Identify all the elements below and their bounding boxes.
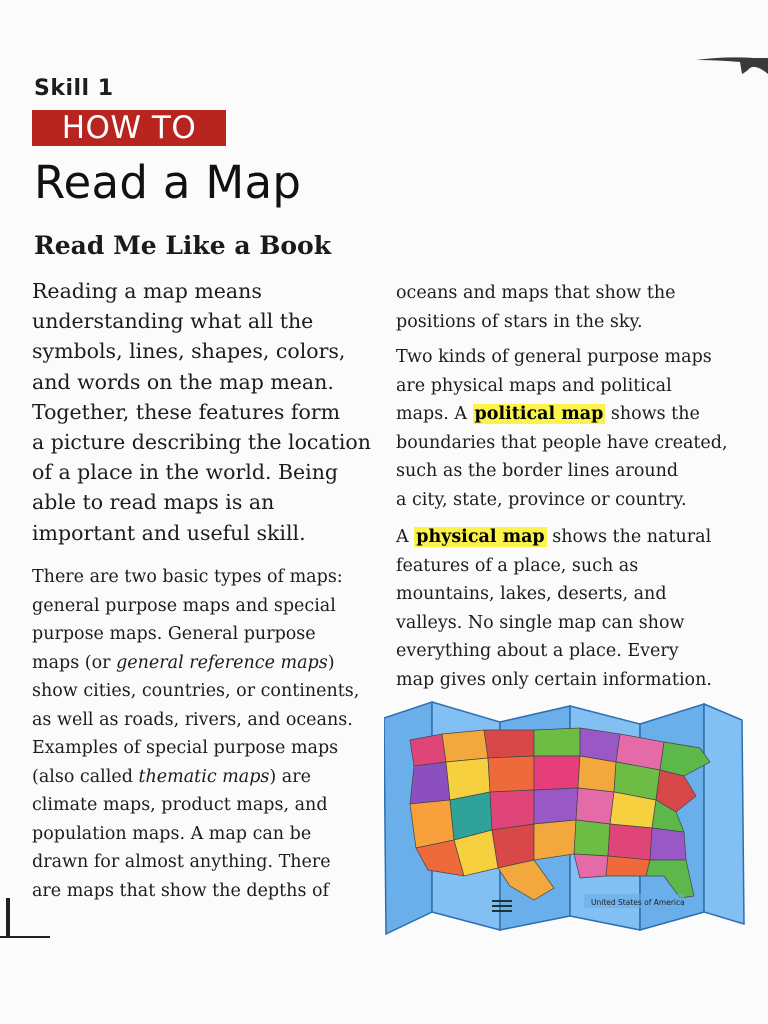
text-run: ) xyxy=(327,652,335,673)
text-line: everything about a place. Every xyxy=(396,641,679,661)
lead-line: Together, these features form xyxy=(32,399,341,424)
lead-line: and words on the map mean. xyxy=(32,369,334,394)
text-run: (also called xyxy=(32,766,139,787)
political-map-paragraph xyxy=(396,343,726,514)
text-run: ) are xyxy=(269,766,311,787)
page-curl-decoration xyxy=(696,54,768,84)
map-caption: United States of America xyxy=(591,898,685,907)
text-run: shows the natural xyxy=(546,527,712,547)
text-line: as well as roads, rivers, and oceans. xyxy=(32,709,353,730)
text-line: drawn for almost anything. There xyxy=(32,852,331,872)
text-run: maps (or xyxy=(32,652,117,673)
text-line: There are two basic types of maps: xyxy=(32,567,343,587)
text-line: oceans and maps that show the xyxy=(396,283,676,303)
text-line: boundaries that people have created, xyxy=(396,432,728,453)
lead-line: important and useful skill. xyxy=(32,520,306,545)
text-line: purpose maps. General purpose xyxy=(32,624,316,644)
text-line: Examples of special purpose maps xyxy=(32,738,339,758)
how-to-banner: HOW TO xyxy=(32,110,226,146)
page-title: Read a Map xyxy=(34,156,302,209)
continued-paragraph xyxy=(396,279,726,336)
lead-paragraph xyxy=(32,276,372,548)
skill-label: Skill 1 xyxy=(34,76,114,101)
text-line: valleys. No single map can show xyxy=(396,612,685,633)
lead-line: able to read maps is an xyxy=(32,490,275,515)
italic-term: thematic maps xyxy=(138,766,270,787)
text-line: such as the border lines around xyxy=(396,461,679,481)
lead-line: symbols, lines, shapes, colors, xyxy=(32,339,346,364)
highlighted-term-political-map: political map xyxy=(474,404,604,424)
page-corner-decoration xyxy=(0,890,50,940)
text-line: general purpose maps and special xyxy=(32,595,336,616)
italic-term: general reference maps xyxy=(116,652,328,673)
lead-line: a picture describing the location xyxy=(32,430,371,455)
text-line: Two kinds of general purpose maps xyxy=(396,347,712,367)
lead-line: understanding what all the xyxy=(32,309,314,334)
text-line: map gives only certain information. xyxy=(396,669,712,690)
text-line: show cities, countries, or continents, xyxy=(32,681,360,701)
folded-usa-map-illustration xyxy=(384,700,746,936)
usa-map-graphic xyxy=(384,700,746,936)
text-line: mountains, lakes, deserts, and xyxy=(396,584,667,604)
text-run: shows the xyxy=(605,404,700,424)
text-line: features of a place, such as xyxy=(396,555,639,576)
text-line xyxy=(32,763,362,792)
highlighted-term-physical-map: physical map xyxy=(416,527,545,547)
text-line: positions of stars in the sky. xyxy=(396,311,643,332)
lead-line: Reading a map means xyxy=(32,279,262,303)
lead-line: of a place in the world. Being xyxy=(32,460,339,485)
text-line: are maps that show the depths of xyxy=(32,880,329,901)
text-run: maps. A xyxy=(396,404,473,424)
text-line: are physical maps and political xyxy=(396,375,672,396)
text-line xyxy=(396,400,726,429)
text-line xyxy=(32,649,362,678)
section-heading: Read Me Like a Book xyxy=(34,231,332,260)
map-types-paragraph xyxy=(32,563,362,905)
text-run: A xyxy=(396,527,415,547)
text-line: a city, state, province or country. xyxy=(396,489,687,510)
text-line: population maps. A map can be xyxy=(32,823,312,844)
text-line: climate maps, product maps, and xyxy=(32,795,328,815)
physical-map-paragraph xyxy=(396,523,726,694)
text-line xyxy=(396,523,726,552)
